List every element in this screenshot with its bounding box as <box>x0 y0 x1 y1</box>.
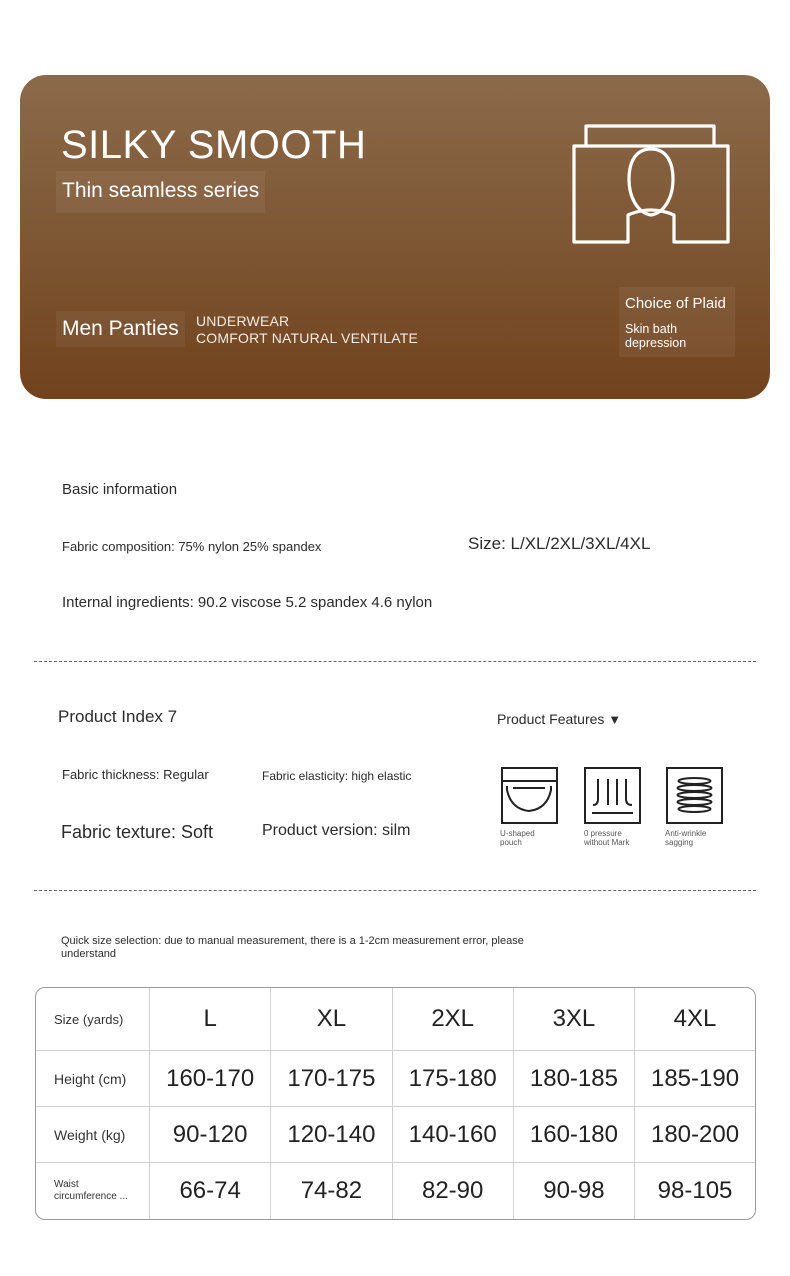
height-cell: 160-170 <box>150 1051 271 1107</box>
table-row <box>36 1107 755 1163</box>
tagline-underwear: UNDERWEAR <box>196 313 290 329</box>
height-cell: 170-175 <box>271 1051 392 1107</box>
height-label: Height (cm) <box>36 1051 150 1107</box>
fabric-thickness: Fabric thickness: Regular <box>62 767 209 782</box>
waist-cell: 82-90 <box>393 1163 514 1219</box>
size-chart-table <box>35 987 756 1220</box>
choice-title: Choice of Plaid <box>625 295 726 312</box>
waist-cell: 74-82 <box>271 1163 392 1219</box>
height-cell: 175-180 <box>393 1051 514 1107</box>
internal-ingredients: Internal ingredients: 90.2 viscose 5.2 spandex 4.6 nylon <box>62 594 433 611</box>
size-cell: L <box>150 988 271 1051</box>
fabric-elasticity: Fabric elasticity: high elastic <box>262 769 412 783</box>
u-shaped-pouch-icon <box>501 767 558 824</box>
size-header-label: Size (yards) <box>36 988 150 1051</box>
feature-1-line-2: pouch <box>500 838 522 847</box>
choice-sub-line-1: Skin bath <box>625 322 678 336</box>
feature-1-line-1: U-shaped <box>500 829 535 838</box>
banner-tagline <box>196 313 418 347</box>
boxer-brief-icon <box>572 123 730 247</box>
weight-label: Weight (kg) <box>36 1107 150 1163</box>
banner-title: SILKY SMOOTH <box>61 123 367 167</box>
choice-of-plaid-box <box>619 287 735 357</box>
waist-cell: 98-105 <box>657 1177 733 1204</box>
zero-pressure-icon <box>584 767 641 824</box>
banner-subtitle: Thin seamless series <box>56 171 265 213</box>
feature-2-label <box>584 829 629 847</box>
anti-wrinkle-icon <box>666 767 723 824</box>
choice-subtitle <box>625 322 729 350</box>
weight-cell: 180-200 <box>635 1107 755 1163</box>
waist-cell: 90-98 <box>514 1163 635 1219</box>
triangle-down-icon: ▼ <box>608 712 622 727</box>
size-cell: 2XL <box>393 988 514 1051</box>
fabric-texture: Fabric texture: Soft <box>61 822 214 842</box>
product-features-heading <box>497 711 621 727</box>
feature-3-line-2: sagging <box>665 838 694 847</box>
size-cell: 3XL <box>514 988 635 1051</box>
hero-banner <box>20 75 770 399</box>
feature-1-label <box>500 829 535 847</box>
size-chart-note <box>61 935 524 961</box>
divider-2 <box>34 890 756 891</box>
height-cell: 180-185 <box>514 1051 635 1107</box>
feature-3-label <box>665 829 706 847</box>
table-row <box>36 1163 755 1219</box>
size-cell: 4XL <box>635 988 755 1051</box>
waist-label <box>36 1163 150 1219</box>
size-note-line-2: understand <box>61 948 117 960</box>
feature-2-line-2: without Mark <box>584 838 630 847</box>
size-list: Size: L/XL/2XL/3XL/4XL <box>468 534 651 553</box>
table-row <box>36 1051 755 1107</box>
waist-label-line-1: Waist <box>54 1179 79 1190</box>
men-panties-label: Men Panties <box>56 311 185 347</box>
waist-label-line-2: circumference ... <box>54 1191 128 1202</box>
feature-3-line-1: Anti-wrinkle <box>665 829 707 838</box>
table-row <box>36 988 755 1051</box>
height-cell: 185-190 <box>635 1051 755 1107</box>
basic-info-heading: Basic information <box>62 481 178 498</box>
fabric-composition: Fabric composition: 75% nylon 25% spandex <box>62 539 322 554</box>
size-note-line-1: Quick size selection: due to manual measurement, there is a 1-2cm measurement error, please <box>61 935 524 947</box>
feature-2-line-1: 0 pressure <box>584 829 622 838</box>
size-cell: XL <box>271 988 392 1051</box>
product-version: Product version: silm <box>262 822 411 839</box>
weight-cell: 140-160 <box>393 1107 514 1163</box>
choice-sub-line-2: depression <box>625 336 687 350</box>
product-index: Product Index 7 <box>58 707 178 726</box>
product-features-label: Product Features <box>497 711 605 727</box>
divider-1 <box>34 661 756 662</box>
weight-cell: 160-180 <box>514 1107 635 1163</box>
weight-cell: 90-120 <box>150 1107 271 1163</box>
waist-cell: 66-74 <box>150 1163 271 1219</box>
tagline-comfort: COMFORT NATURAL VENTILATE <box>196 330 419 346</box>
weight-cell: 120-140 <box>271 1107 392 1163</box>
